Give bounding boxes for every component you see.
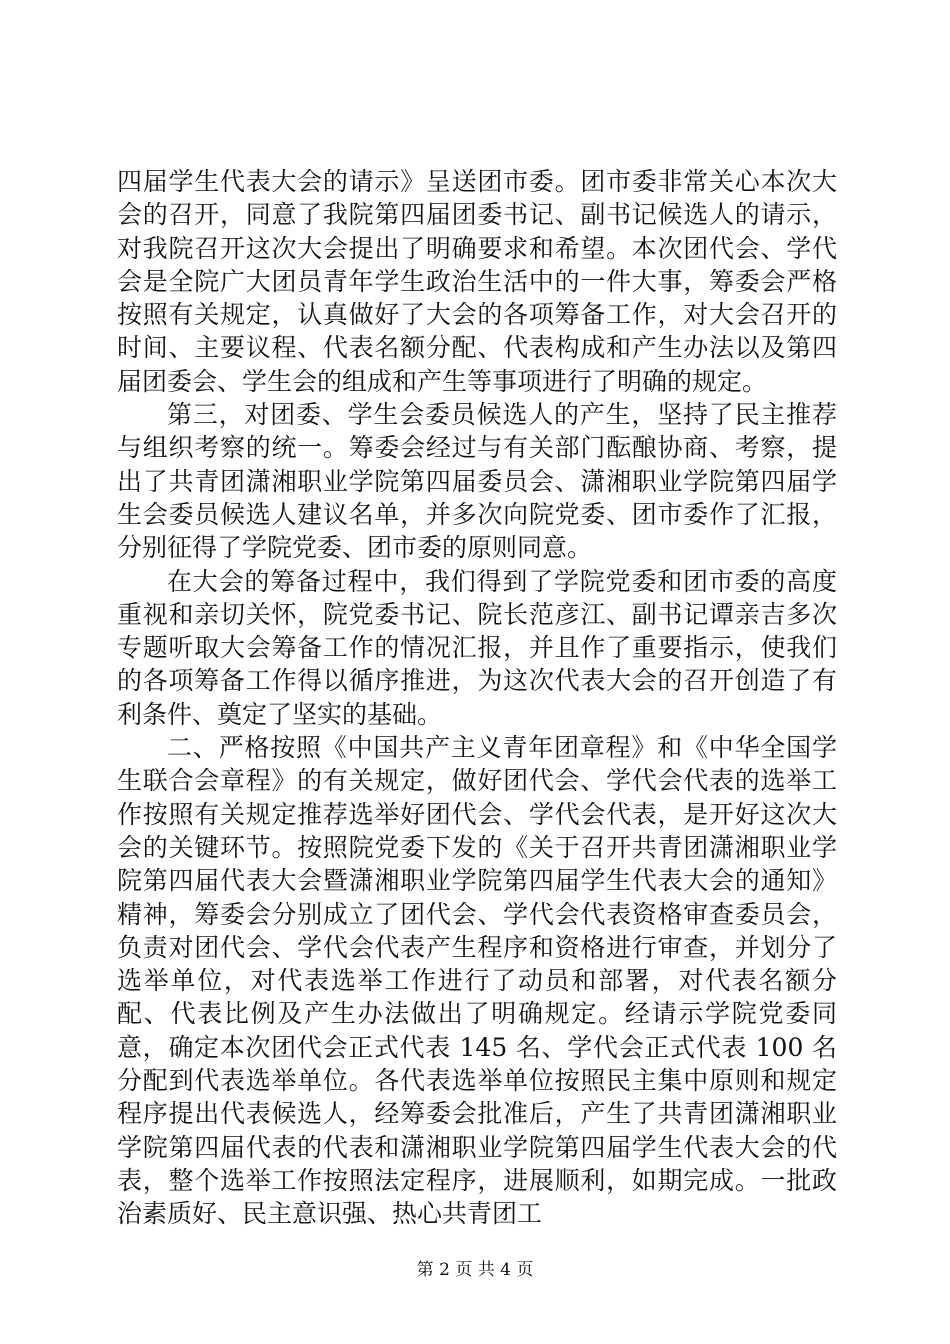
paragraph-4: 二、严格按照《中国共产主义青年团章程》和《中华全国学生联合会章程》的有关规定，做好团代会、学代会代表的选举工作按照有关规定推荐选举好团代会、学代会代表，是开好这次大会的关键环节。按照院党委下发的《关于召开共青团潇湘职业学院第四届代表大会暨潇湘职业学院第四届学生代表大会的通知》精神，筹委会分别成立了团代会、学代会代表资格审查委员会，负责对团代会、学代会代表产生程序和资格进行审查，并划分了选举单位，对代表选举工作进行了动员和部署，对代表名额分配、代表比例及产生办法做出了明确规定。经请示学院党委同意，确定本次团代会正式代表 145 名、学代会正式代表 100 名分配到代表选举单位。各代表选举单位按照民主集中原则和规定程序提出代表候选人，经筹委会批准后，产生了共青团潇湘职业学院第四届代表的代表和潇湘职业学院第四届学生代表大会的代表，整个选举工作按照法定程序，进展顺利，如期完成。一批政治素质好、民主意识强、热心共青团工 — [117, 733, 837, 1229]
paragraph-3: 在大会的筹备过程中，我们得到了学院党委和团市委的高度重视和亲切关怀，院党委书记、院长范彦江、副书记谭亲吉多次专题听取大会筹备工作的情况汇报，并且作了重要指示，使我们的各项筹备工作得以循序推进，为这次代表大会的召开创造了有利条件、奠定了坚实的基础。 — [117, 566, 837, 729]
body-text — [117, 165, 837, 1231]
paragraph-1: 四届学生代表大会的请示》呈送团市委。团市委非常关心本次大会的召开，同意了我院第四届团委书记、副书记候选人的请示，对我院召开这次大会提出了明确要求和希望。本次团代会、学代会是全院广大团员青年学生政治生活中的一件大事，筹委会严格按照有关规定，认真做好了大会的各项筹备工作，对大会召开的时间、主要议程、代表名额分配、代表构成和产生办法以及第四届团委会、学生会的组成和产生等事项进行了明确的规定。 — [117, 167, 837, 396]
page-number-footer: 第 2 页 共 4 页 — [416, 1260, 534, 1280]
paragraph-2: 第三，对团委、学生会委员候选人的产生，坚持了民主推荐与组织考察的统一。筹委会经过与有关部门酝酿协商、考察，提出了共青团潇湘职业学院第四届委员会、潇湘职业学院第四届学生会委员候选人建议名单，并多次向院党委、团市委作了汇报，分别征得了学院党委、团市委的原则同意。 — [117, 400, 837, 563]
